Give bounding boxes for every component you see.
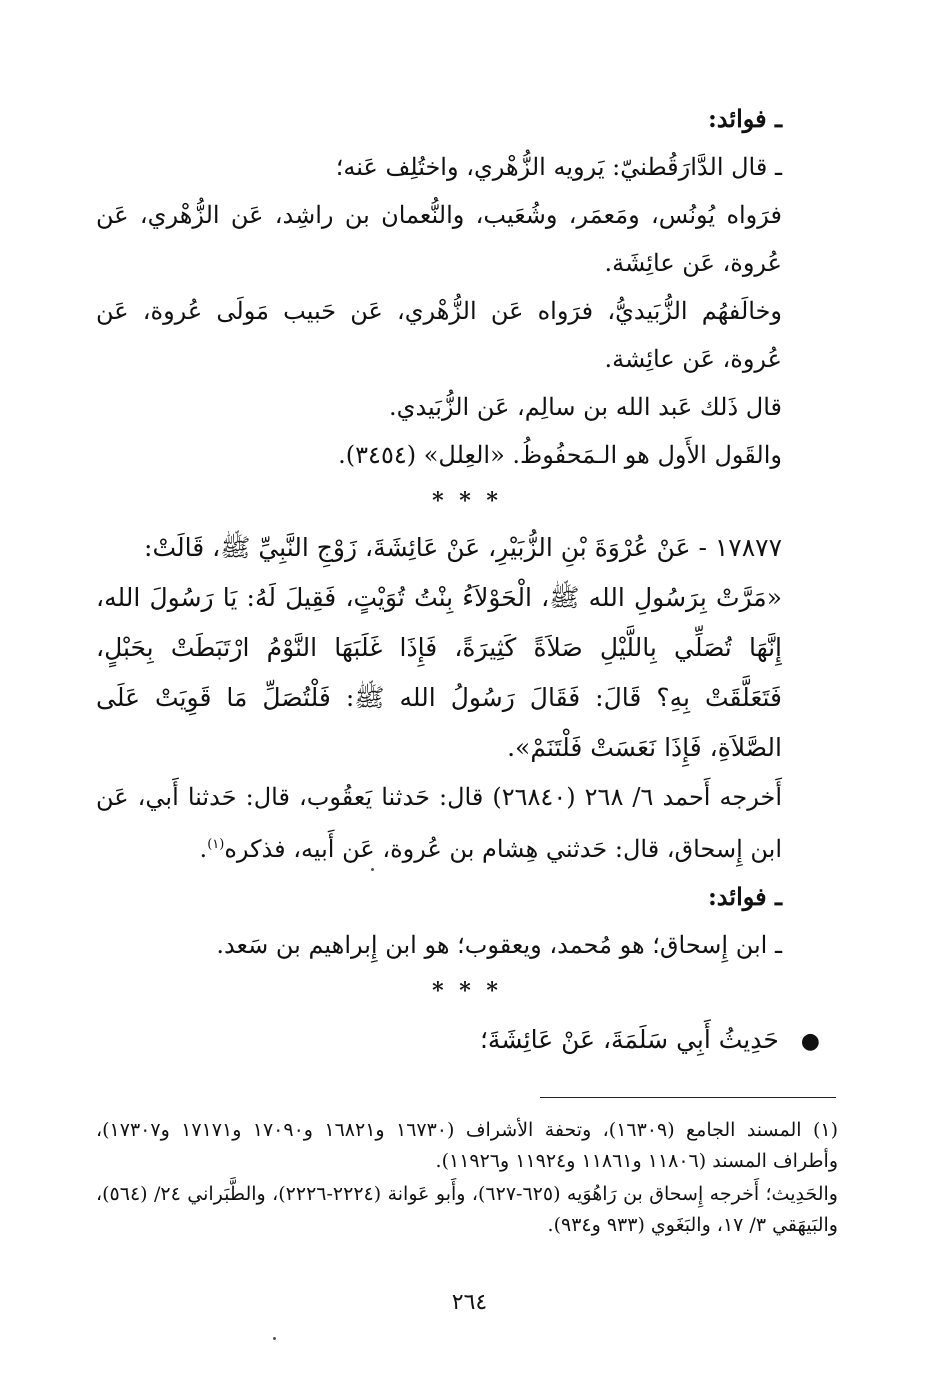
hadith-text: «مَرَّتْ بِرَسُولِ الله ﷺ، الْحَوْلاَءُ بِنْتُ تُوَيْتٍ، فَقِيلَ لَهُ: يَا رَسُولَ الله، إِنَّهَا تُصَلِّي بِاللَّيْلِ صَلاَةً كَثِيرَةً، فَإِذَا غَلَبَهَا النَّوْمُ ارْتَبَطَتْ بِحَبْلٍ، فَتَعَلَّقَتْ بِهِ؟ قَالَ: فَقَالَ رَسُولُ الله ﷺ: فَلْتُصَلِّ مَا قَوِيَتْ عَلَى الصَّلاَةِ، فَإِذَا نَعَسَتْ فَلْتَنَمْ». (96, 583, 782, 762)
takhrij-text: أَخرجه أَحمد ٦/ ٢٦٨ (٢٦٨٤٠) قال: حَدثنا يَعقُوب، قال: حَدثنا أَبي، عَن ابن إِسحاق، قال: حَدثني هِشام بن عُروة، عَن أَبيه، فذكره (96, 783, 783, 863)
takhrij-paragraph (96, 773, 838, 873)
footnote-divider (540, 1097, 836, 1098)
fawaid-heading-2: ـ فوائد: (707, 882, 782, 911)
footnote-2: والحَدِيث؛ أَخرجه إِسحاق بن رَاهُوَيه (٦٢٥-٦٢٧)، وأَبو عَوانة (٢٢٢٤-٢٢٢٦)، والطَّبَراني ٢٤/ (٥٦٤)، والبَيهَقي ٣/ ١٧، والبَغَوي (٩٣٣ و٩٣٤). (96, 1183, 838, 1236)
footnote-ref: (١) (207, 837, 225, 852)
fawaid-heading: ـ فوائد: (707, 104, 782, 133)
bullet-icon: ● (800, 1029, 820, 1054)
footnotes (96, 1115, 838, 1243)
next-hadith-heading (96, 1013, 838, 1069)
preserved-opinion-line: والقَول الأَول هو الـمَحفُوظُ. «العِلل» (٣٤٥٤). (338, 441, 782, 469)
hadith-intro (96, 523, 838, 573)
footnote-1: (١) المسند الجامع (١٦٣٠٩)، وتحفة الأشراف (١٦٧٣٠ و١٦٨٢١ و١٧٠٩٠ و١٧١٧١ و١٧٣٠٧)، وأطراف المسند (١١٨٠٦ و١١٨٦١ و١١٩٢٤ و١١٩٢٦). (96, 1119, 838, 1172)
dissent-paragraph: وخالَفهُم الزُّبَيديُّ، فرَواه عَن الزُّهْري، عَن حَبيب مَولَى عُروة، عَن عُروة، عَن عائِشة. (96, 297, 782, 373)
page-number: ٢٦٤ (451, 1290, 488, 1315)
ibn-ishaq-note: ـ ابن إِسحاق؛ هو مُحمد، ويعقوب؛ هو ابن إِبراهيم بن سَعد. (216, 931, 782, 959)
scan-speck (371, 868, 374, 871)
attribution-line: قال ذَلك عَبد الله بن سالِم، عَن الزُّبَيدي. (389, 393, 782, 421)
scan-speck (273, 1337, 276, 1340)
hadith-isnad: عَنْ عُرْوَةَ بْنِ الزُّبَيْرِ، عَنْ عَائِشَةَ، زَوْجِ النَّبِيِّ ﷺ، قَالَتْ: (144, 533, 691, 562)
hadith-number: ١٧٨٧٧ - (698, 533, 782, 562)
next-hadith-title: حَدِيثُ أَبِي سَلَمَةَ، عَنْ عَائِشَةَ؛ (479, 1025, 779, 1054)
page-body (96, 95, 838, 1069)
narration-paragraph: فرَواه يُونُس، ومَعمَر، وشُعَيب، والنُّعمان بن راشِد، عَن الزُّهْري، عَن عُروة، عَن عائِشَة. (96, 201, 782, 277)
section-separator-2: * * * (432, 978, 502, 1004)
section-separator: * * * (432, 488, 502, 514)
daraqutni-quote: ـ قال الدَّارَقُطنيّ: يَرويه الزُّهْري، واختُلِف عَنه؛ (335, 153, 782, 181)
takhrij-end: . (199, 835, 208, 863)
